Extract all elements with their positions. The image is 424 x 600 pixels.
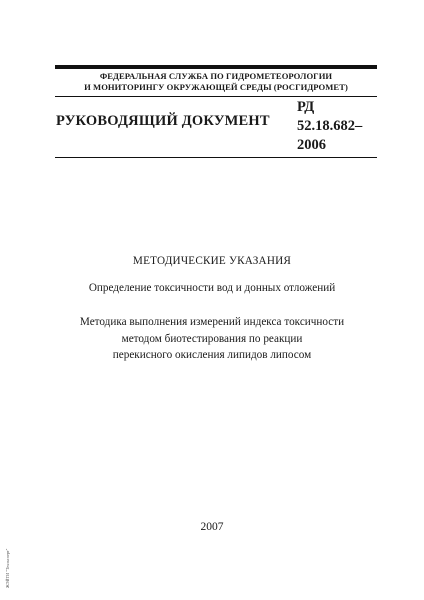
agency-underline: [55, 96, 377, 97]
document-number-year: 2006: [297, 137, 326, 153]
document-title: МЕТОДИЧЕСКИЕ УКАЗАНИЯ: [132, 255, 292, 267]
document-type: РУКОВОДЯЩИЙ ДОКУМЕНТ: [56, 113, 270, 129]
agency-line-1: ФЕДЕРАЛЬНАЯ СЛУЖБА ПО ГИДРОМЕТЕОРОЛОГИИ: [99, 71, 333, 81]
side-stamp: ЖЭЙТИ "Техэксперт": [5, 548, 10, 588]
description-line-2: методом биотестирования по реакции: [121, 332, 303, 345]
document-subtitle: Определение токсичности вод и донных отложений: [88, 282, 336, 294]
document-number: [297, 98, 362, 155]
publication-year: 2007: [200, 521, 224, 533]
header-bottom-rule: [55, 157, 377, 158]
agency-name: [55, 71, 377, 93]
top-thick-rule: [55, 65, 377, 69]
description-line-1: Методика выполнения измерений индекса токсичности: [79, 316, 345, 328]
description-line-3: перекисного окисления липидов липосом: [112, 349, 312, 361]
document-number-prefix: РД: [297, 99, 315, 115]
agency-line-2: И МОНИТОРИНГУ ОКРУЖАЮЩЕЙ СРЕДЫ (РОСГИДРОМЕТ): [84, 82, 348, 92]
document-description: [0, 314, 424, 364]
document-number-code: 52.18.682–: [297, 118, 363, 134]
